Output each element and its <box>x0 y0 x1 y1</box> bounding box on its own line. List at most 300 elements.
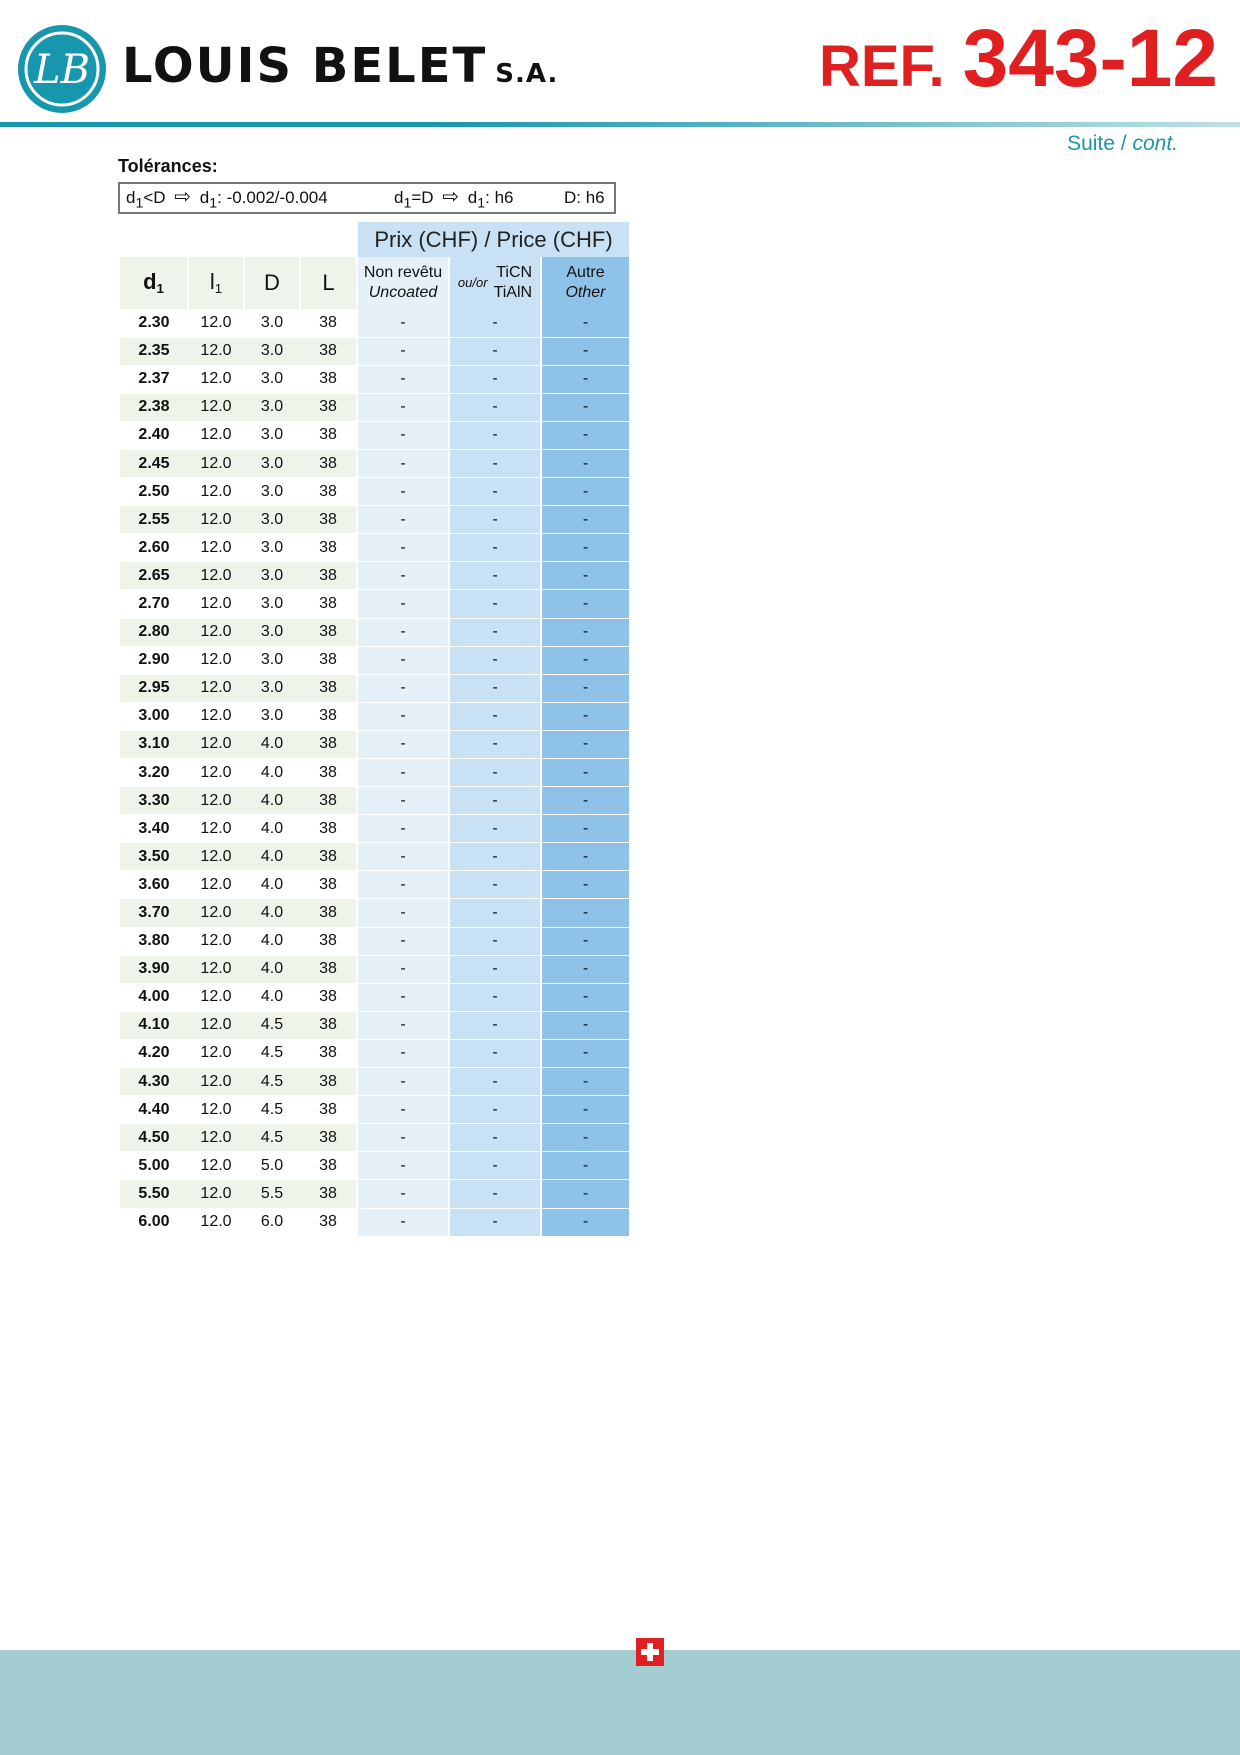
cell-p1: - <box>357 1152 449 1180</box>
cell-l1: 12.0 <box>188 1096 244 1124</box>
t2-value: : h6 <box>485 188 514 208</box>
table-row <box>120 506 629 534</box>
cell-l1: 12.0 <box>188 927 244 955</box>
cell-l1: 12.0 <box>188 506 244 534</box>
ticn: TiCN <box>496 264 533 281</box>
t2-sub: 1 <box>403 195 412 212</box>
cell-p2: - <box>449 1011 541 1039</box>
table-row <box>120 309 629 337</box>
cell-p1: - <box>357 1039 449 1067</box>
cell-D: 4.0 <box>244 730 300 758</box>
cell-l1: 12.0 <box>188 871 244 899</box>
company-logo <box>18 25 106 113</box>
lb-monogram-icon <box>18 25 106 113</box>
cell-l1: 12.0 <box>188 534 244 562</box>
cell-l1: 12.0 <box>188 955 244 983</box>
table-row <box>120 421 629 449</box>
table-row <box>120 646 629 674</box>
cell-p3: - <box>541 843 629 871</box>
table-row <box>120 618 629 646</box>
cell-p1: - <box>357 365 449 393</box>
cell-p1: - <box>357 702 449 730</box>
table-row <box>120 1068 629 1096</box>
table-row <box>120 1039 629 1067</box>
table-row <box>120 365 629 393</box>
cell-d1: 3.70 <box>120 899 188 927</box>
cell-p1: - <box>357 1011 449 1039</box>
cell-p1: - <box>357 787 449 815</box>
cell-l1: 12.0 <box>188 1152 244 1180</box>
tolerances-title: Tolérances: <box>118 156 218 176</box>
cell-L: 38 <box>300 674 357 702</box>
cell-L: 38 <box>300 759 357 787</box>
cell-l1: 12.0 <box>188 449 244 477</box>
cell-L: 38 <box>300 1039 357 1067</box>
cell-p3: - <box>541 1124 629 1152</box>
table-row <box>120 562 629 590</box>
cell-p3: - <box>541 815 629 843</box>
cell-d1: 2.37 <box>120 365 188 393</box>
cell-d1: 4.40 <box>120 1096 188 1124</box>
cell-l1: 12.0 <box>188 646 244 674</box>
cell-L: 38 <box>300 393 357 421</box>
cell-L: 38 <box>300 449 357 477</box>
cell-d1: 4.10 <box>120 1011 188 1039</box>
cell-p3: - <box>541 449 629 477</box>
cell-p3: - <box>541 309 629 337</box>
ref-number: 343-12 <box>962 13 1218 104</box>
table-row <box>120 590 629 618</box>
cell-D: 3.0 <box>244 562 300 590</box>
table-row <box>120 899 629 927</box>
cell-D: 4.5 <box>244 1039 300 1067</box>
cell-p2: - <box>449 871 541 899</box>
cell-l1: 12.0 <box>188 899 244 927</box>
cell-p1: - <box>357 1208 449 1236</box>
col-header-L <box>300 257 357 309</box>
col-header-l1 <box>188 257 244 309</box>
cell-d1: 2.70 <box>120 590 188 618</box>
t1-d: d <box>126 188 136 208</box>
cell-d1: 5.50 <box>120 1180 188 1208</box>
table-row <box>120 702 629 730</box>
cell-D: 3.0 <box>244 421 300 449</box>
cell-p2: - <box>449 927 541 955</box>
cell-p2: - <box>449 955 541 983</box>
cell-p2: - <box>449 618 541 646</box>
cell-p1: - <box>357 646 449 674</box>
cell-p2: - <box>449 478 541 506</box>
table-row <box>120 1124 629 1152</box>
cell-p1: - <box>357 421 449 449</box>
cell-d1: 4.50 <box>120 1124 188 1152</box>
cell-p2: - <box>449 337 541 365</box>
cell-p3: - <box>541 871 629 899</box>
cell-d1: 2.45 <box>120 449 188 477</box>
cell-p3: - <box>541 955 629 983</box>
suite-slash: / <box>1114 132 1133 155</box>
cell-D: 4.0 <box>244 983 300 1011</box>
cell-p3: - <box>541 562 629 590</box>
tolerance-D: D: h6 <box>564 188 605 207</box>
cell-p3: - <box>541 337 629 365</box>
cell-l1: 12.0 <box>188 730 244 758</box>
cell-p1: - <box>357 815 449 843</box>
cell-L: 38 <box>300 1068 357 1096</box>
table-row <box>120 449 629 477</box>
uncoated-fr: Non revêtu <box>363 264 443 281</box>
cell-p1: - <box>357 478 449 506</box>
cell-d1: 4.30 <box>120 1068 188 1096</box>
cell-p3: - <box>541 1011 629 1039</box>
cell-p3: - <box>541 646 629 674</box>
cell-d1: 2.65 <box>120 562 188 590</box>
t1-d1sub: 1 <box>209 195 218 212</box>
cell-p2: - <box>449 506 541 534</box>
cell-l1: 12.0 <box>188 1068 244 1096</box>
cell-d1: 2.40 <box>120 421 188 449</box>
t1-cond: <D <box>143 188 166 208</box>
ou-or: ou/or <box>457 275 488 290</box>
col-d1-text: d <box>143 269 157 295</box>
cell-L: 38 <box>300 646 357 674</box>
company-suffix: S.A. <box>495 59 559 89</box>
cell-D: 4.0 <box>244 759 300 787</box>
cont-text: cont. <box>1132 132 1178 155</box>
cell-l1: 12.0 <box>188 1039 244 1067</box>
cell-l1: 12.0 <box>188 478 244 506</box>
cell-d1: 3.80 <box>120 927 188 955</box>
cell-L: 38 <box>300 365 357 393</box>
table-row <box>120 843 629 871</box>
cell-p3: - <box>541 899 629 927</box>
cell-D: 5.0 <box>244 1152 300 1180</box>
cell-d1: 2.60 <box>120 534 188 562</box>
cell-p1: - <box>357 1096 449 1124</box>
cell-d1: 2.90 <box>120 646 188 674</box>
table-row <box>120 1096 629 1124</box>
tolerances-box <box>118 182 616 214</box>
t2-d1: d <box>467 188 478 208</box>
cell-D: 4.5 <box>244 1096 300 1124</box>
cell-p1: - <box>357 730 449 758</box>
col-header-uncoated <box>357 257 449 309</box>
cell-D: 4.0 <box>244 899 300 927</box>
cell-p3: - <box>541 787 629 815</box>
cell-p1: - <box>357 1180 449 1208</box>
cell-D: 3.0 <box>244 506 300 534</box>
suite-text: Suite <box>1067 132 1115 155</box>
cell-p3: - <box>541 534 629 562</box>
cell-p3: - <box>541 618 629 646</box>
cell-D: 4.0 <box>244 927 300 955</box>
swiss-flag-icon <box>636 1638 664 1666</box>
table-row <box>120 393 629 421</box>
cell-p1: - <box>357 759 449 787</box>
cell-L: 38 <box>300 871 357 899</box>
cell-p1: - <box>357 590 449 618</box>
table-row <box>120 815 629 843</box>
cell-l1: 12.0 <box>188 787 244 815</box>
cell-d1: 3.00 <box>120 702 188 730</box>
cell-p1: - <box>357 899 449 927</box>
cell-p3: - <box>541 983 629 1011</box>
t2-cond: =D <box>411 188 434 208</box>
cell-d1: 2.35 <box>120 337 188 365</box>
cell-p1: - <box>357 618 449 646</box>
col-L-text: L <box>322 270 335 295</box>
t2-d: d <box>394 188 404 208</box>
cell-p3: - <box>541 1039 629 1067</box>
cell-l1: 12.0 <box>188 562 244 590</box>
cell-D: 3.0 <box>244 309 300 337</box>
cell-l1: 12.0 <box>188 1011 244 1039</box>
cell-l1: 12.0 <box>188 702 244 730</box>
reference-number <box>818 13 1218 104</box>
cell-D: 4.0 <box>244 955 300 983</box>
cell-p3: - <box>541 674 629 702</box>
cell-p2: - <box>449 646 541 674</box>
cell-L: 38 <box>300 1152 357 1180</box>
cell-p2: - <box>449 309 541 337</box>
cell-p3: - <box>541 730 629 758</box>
cell-L: 38 <box>300 899 357 927</box>
cell-L: 38 <box>300 1180 357 1208</box>
cell-d1: 6.00 <box>120 1208 188 1236</box>
cell-p2: - <box>449 983 541 1011</box>
cell-L: 38 <box>300 1124 357 1152</box>
cell-p1: - <box>357 674 449 702</box>
cell-d1: 2.30 <box>120 309 188 337</box>
cell-p3: - <box>541 1068 629 1096</box>
cell-d1: 3.20 <box>120 759 188 787</box>
cell-d1: 3.90 <box>120 955 188 983</box>
cell-D: 3.0 <box>244 702 300 730</box>
cell-d1: 3.60 <box>120 871 188 899</box>
cell-p2: - <box>449 730 541 758</box>
cell-p3: - <box>541 1180 629 1208</box>
cell-L: 38 <box>300 506 357 534</box>
cell-p3: - <box>541 1152 629 1180</box>
cell-d1: 3.40 <box>120 815 188 843</box>
cell-L: 38 <box>300 1208 357 1236</box>
cell-L: 38 <box>300 562 357 590</box>
cell-D: 4.0 <box>244 843 300 871</box>
cell-p1: - <box>357 983 449 1011</box>
price-title-row <box>120 222 629 257</box>
cell-l1: 12.0 <box>188 337 244 365</box>
cell-D: 3.0 <box>244 674 300 702</box>
logo-lettering: LB <box>34 47 90 93</box>
col-l1-sub: 1 <box>214 281 223 297</box>
cell-d1: 2.50 <box>120 478 188 506</box>
cell-p3: - <box>541 590 629 618</box>
cell-p1: - <box>357 337 449 365</box>
cell-d1: 2.95 <box>120 674 188 702</box>
cell-l1: 12.0 <box>188 1180 244 1208</box>
cell-L: 38 <box>300 478 357 506</box>
cell-p2: - <box>449 843 541 871</box>
table-row <box>120 983 629 1011</box>
cell-d1: 4.20 <box>120 1039 188 1067</box>
cell-p3: - <box>541 421 629 449</box>
cell-L: 38 <box>300 955 357 983</box>
other-fr: Autre <box>566 264 605 281</box>
other-en: Other <box>565 284 606 301</box>
cell-l1: 12.0 <box>188 365 244 393</box>
tialn: TiAlN <box>493 284 533 301</box>
cell-p1: - <box>357 843 449 871</box>
cell-p2: - <box>449 1124 541 1152</box>
cell-p1: - <box>357 1124 449 1152</box>
blank-corner <box>120 222 357 257</box>
cell-p1: - <box>357 1068 449 1096</box>
cell-p2: - <box>449 1096 541 1124</box>
cell-D: 4.0 <box>244 787 300 815</box>
cell-l1: 12.0 <box>188 393 244 421</box>
table-row <box>120 927 629 955</box>
continuation-note <box>1067 132 1178 156</box>
cell-L: 38 <box>300 927 357 955</box>
company-name <box>122 38 558 94</box>
cell-p2: - <box>449 1180 541 1208</box>
cell-p2: - <box>449 1039 541 1067</box>
cell-D: 3.0 <box>244 393 300 421</box>
cell-l1: 12.0 <box>188 759 244 787</box>
cell-p3: - <box>541 702 629 730</box>
cell-d1: 2.55 <box>120 506 188 534</box>
cell-l1: 12.0 <box>188 618 244 646</box>
cell-p2: - <box>449 674 541 702</box>
cell-p2: - <box>449 393 541 421</box>
table-row <box>120 478 629 506</box>
col-d1-sub: 1 <box>156 281 164 297</box>
cell-L: 38 <box>300 337 357 365</box>
t1-value: : -0.002/-0.004 <box>217 188 328 208</box>
price-table-wrap <box>120 222 629 1237</box>
cell-l1: 12.0 <box>188 590 244 618</box>
cell-D: 6.0 <box>244 1208 300 1236</box>
table-row <box>120 534 629 562</box>
cell-p2: - <box>449 1068 541 1096</box>
cell-D: 4.5 <box>244 1068 300 1096</box>
cell-p3: - <box>541 1096 629 1124</box>
col-header-d1 <box>120 257 188 309</box>
footer-band <box>0 1650 1240 1755</box>
cell-p2: - <box>449 449 541 477</box>
cell-D: 4.0 <box>244 871 300 899</box>
cell-p1: - <box>357 955 449 983</box>
cell-l1: 12.0 <box>188 815 244 843</box>
cell-p1: - <box>357 506 449 534</box>
cell-p3: - <box>541 759 629 787</box>
cell-L: 38 <box>300 534 357 562</box>
table-row <box>120 337 629 365</box>
column-header-row <box>120 257 629 309</box>
cell-L: 38 <box>300 309 357 337</box>
table-row <box>120 1208 629 1236</box>
table-row <box>120 730 629 758</box>
cell-p1: - <box>357 534 449 562</box>
cell-D: 3.0 <box>244 337 300 365</box>
cell-l1: 12.0 <box>188 309 244 337</box>
cell-L: 38 <box>300 843 357 871</box>
header-rule <box>0 122 1240 127</box>
cell-p1: - <box>357 449 449 477</box>
table-row <box>120 674 629 702</box>
arrow-right-icon: ⇨ <box>174 186 192 209</box>
cell-p2: - <box>449 702 541 730</box>
cell-p2: - <box>449 590 541 618</box>
table-row <box>120 1152 629 1180</box>
cell-p3: - <box>541 1208 629 1236</box>
cell-d1: 4.00 <box>120 983 188 1011</box>
col-l1-text: l <box>209 269 215 295</box>
ref-label: REF. <box>818 34 945 99</box>
table-row <box>120 955 629 983</box>
cell-L: 38 <box>300 590 357 618</box>
cell-p2: - <box>449 899 541 927</box>
cell-D: 4.5 <box>244 1011 300 1039</box>
cell-p1: - <box>357 562 449 590</box>
uncoated-en: Uncoated <box>368 284 438 301</box>
cell-p3: - <box>541 506 629 534</box>
cell-p2: - <box>449 1208 541 1236</box>
table-row <box>120 1011 629 1039</box>
cell-d1: 2.80 <box>120 618 188 646</box>
table-row <box>120 1180 629 1208</box>
cell-p2: - <box>449 562 541 590</box>
table-row <box>120 871 629 899</box>
cell-D: 3.0 <box>244 365 300 393</box>
cell-L: 38 <box>300 618 357 646</box>
col-D-text: D <box>264 270 280 295</box>
cell-p3: - <box>541 478 629 506</box>
cell-p2: - <box>449 815 541 843</box>
cell-L: 38 <box>300 702 357 730</box>
t2-d1sub: 1 <box>477 195 486 212</box>
cell-L: 38 <box>300 730 357 758</box>
cell-p1: - <box>357 309 449 337</box>
cell-d1: 3.10 <box>120 730 188 758</box>
price-title: Prix (CHF) / Price (CHF) <box>357 222 629 257</box>
table-body <box>120 309 629 1236</box>
cell-p2: - <box>449 421 541 449</box>
cell-d1: 3.30 <box>120 787 188 815</box>
col-header-coated <box>449 257 541 309</box>
cell-d1: 5.00 <box>120 1152 188 1180</box>
cell-L: 38 <box>300 983 357 1011</box>
cell-D: 3.0 <box>244 449 300 477</box>
cell-d1: 2.38 <box>120 393 188 421</box>
cell-D: 3.0 <box>244 646 300 674</box>
tolerance-case-1 <box>126 184 394 211</box>
cell-l1: 12.0 <box>188 1208 244 1236</box>
cell-l1: 12.0 <box>188 983 244 1011</box>
price-table <box>120 222 629 1237</box>
cell-L: 38 <box>300 1096 357 1124</box>
cell-p2: - <box>449 787 541 815</box>
cell-d1: 3.50 <box>120 843 188 871</box>
cell-p2: - <box>449 365 541 393</box>
cell-p2: - <box>449 759 541 787</box>
cell-p3: - <box>541 927 629 955</box>
t1-sub: 1 <box>135 195 144 212</box>
cell-D: 4.0 <box>244 815 300 843</box>
table-row <box>120 787 629 815</box>
cell-L: 38 <box>300 1011 357 1039</box>
cell-p3: - <box>541 393 629 421</box>
